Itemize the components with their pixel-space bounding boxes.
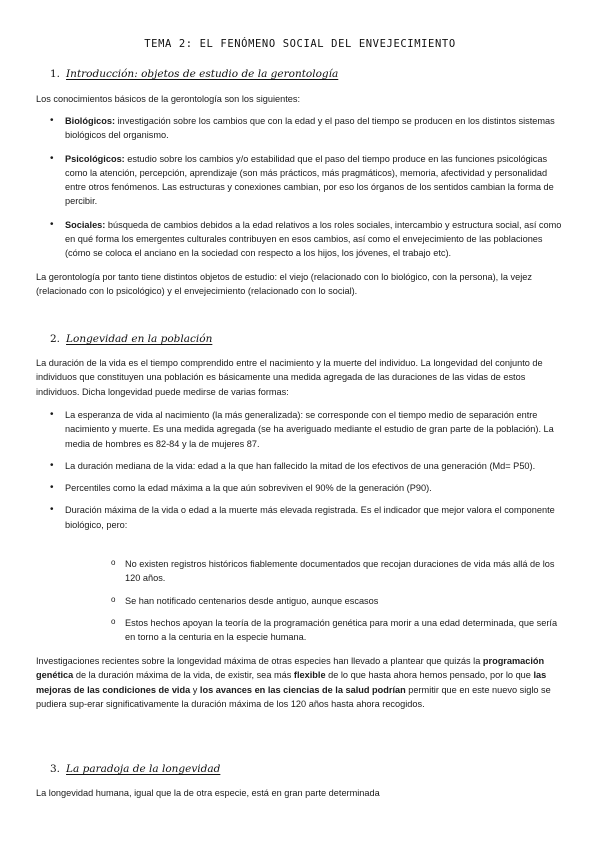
section-1-title: Introducción: objetos de estudio de la gerontología <box>66 68 339 80</box>
section-3-text: La longevidad humana, igual que la de otra especie, está en gran parte determinada <box>36 788 380 798</box>
section-1-closing: La gerontología por tanto tiene distintos objetos de estudio: el viejo (relacionado con lo biológico, con la persona), la vejez (relacionado con lo psicológico) y el envejecimiento (relacionado con lo social). <box>36 272 532 297</box>
list-item-term: Sociales: <box>65 219 106 230</box>
list-item-text: búsqueda de cambios debidos a la edad relativos a los roles sociales, intercambio y estructura social, así como en qué forma los emergentes culturales contribuyen en esos cambios, así como el envejecimiento de las poblaciones (cómo se coloca el anciano en la sociedad con respecto a los hijos, los jóvenes, el trabajo etc). <box>65 219 562 259</box>
list-item <box>50 152 566 209</box>
section-2-title: Longevidad en la población <box>66 333 213 345</box>
research-bold: programación genética <box>36 656 545 681</box>
sub-list-item: o Estos hechos apoyan la teoría de la programación genética para morir a una edad determinada, que sería en torno a la centuria en la especie humana. <box>111 616 566 645</box>
research-bold: las mejoras de las condiciones de vida <box>36 670 547 695</box>
list-item-term: Biológicos: <box>65 116 116 126</box>
sub-list-item: o No existen registros históricos fiablemente documentados que recojan duraciones de vida más allá de los 120 años. <box>111 557 566 586</box>
list-item-text: estudio sobre los cambios y/o estabilidad que el paso del tiempo produce en las funciones psicológicas como la atención, percepción, aprendizaje (son más prácticos, más pragmáticos), memoria, afectividad y personalidad entre otros fenómenos. Las estructuras y conexiones cambian, por eso los órganos de los sentidos cambian la forma de percibir. <box>65 153 554 207</box>
section-3-heading <box>50 762 220 776</box>
sub-list-item: o Se han notificado centenarios desde antiguo, aunque escasos <box>111 594 566 608</box>
section-2-heading <box>50 332 212 346</box>
research-text: permitir que en este nuevo siglo se pudiera sup-erar significativamente la duración máxima de los 120 años hasta ahora recogidos. <box>36 684 551 709</box>
research-text: de la duración máxima de la vida, de existir, sea más <box>73 670 294 681</box>
list-item: • Duración máxima de la vida o edad a la muerte más elevada registrada. Es el indicador que mejor valora el componente biológico, pero: <box>50 503 566 532</box>
research-text: y <box>190 684 200 695</box>
section-1-number: 1. <box>50 68 61 80</box>
section-3-title: La paradoja de la longevidad <box>66 763 221 775</box>
section-2-sublist <box>111 557 566 644</box>
list-item-text: investigación sobre los cambios que con la edad y el paso del tiempo se producen en los distintos sistemas biológicos del organismo. <box>65 116 555 141</box>
section-1-list <box>50 114 566 261</box>
section-2-number: 2. <box>50 333 61 345</box>
research-text: de lo que hasta ahora hemos pensado, por lo que <box>325 670 534 681</box>
section-1-heading <box>50 67 338 81</box>
section-1-intro: Los conocimientos básicos de la gerontología son los siguientes: <box>36 94 301 104</box>
research-bold: los avances en las ciencias de la salud podrían <box>199 684 406 695</box>
section-2-list <box>50 408 566 532</box>
section-2-research-paragraph <box>36 654 566 711</box>
research-text: Investigaciones recientes sobre la longevidad máxima de otras especies han llevado a plantear que quizás la <box>36 656 483 666</box>
document-title: TEMA 2: EL FENÓMENO SOCIAL DEL ENVEJECIMIENTO <box>144 38 456 50</box>
list-item <box>50 218 566 261</box>
section-3-number: 3. <box>50 763 61 775</box>
section-2-intro: La duración de la vida es el tiempo comprendido entre el nacimiento y la muerte del individuo. La longevidad del conjunto de individuos que constituyen una población es básicamente una medida agregada de las duraciones de las vidas de estos individuos. Dicha longevidad puede medirse de varias formas: <box>36 358 543 397</box>
research-bold: flexible <box>293 670 326 681</box>
list-item-term: Psicológicos: <box>65 153 125 164</box>
list-item: • Percentiles como la edad máxima a la que aún sobreviven el 90% de la generación (P90). <box>50 481 566 495</box>
list-item <box>50 114 566 143</box>
list-item: • La duración mediana de la vida: edad a la que han fallecido la mitad de los efectivos de una generación (Md= P50). <box>50 459 566 473</box>
list-item: • La esperanza de vida al nacimiento (la más generalizada): se corresponde con el tiempo medio de separación entre nacimiento y muerte. Es una medida agregada (se ha averiguado mediante el estudio de gran parte de la población). La media de hombres es 82-84 y la de mujeres 87. <box>50 408 566 451</box>
